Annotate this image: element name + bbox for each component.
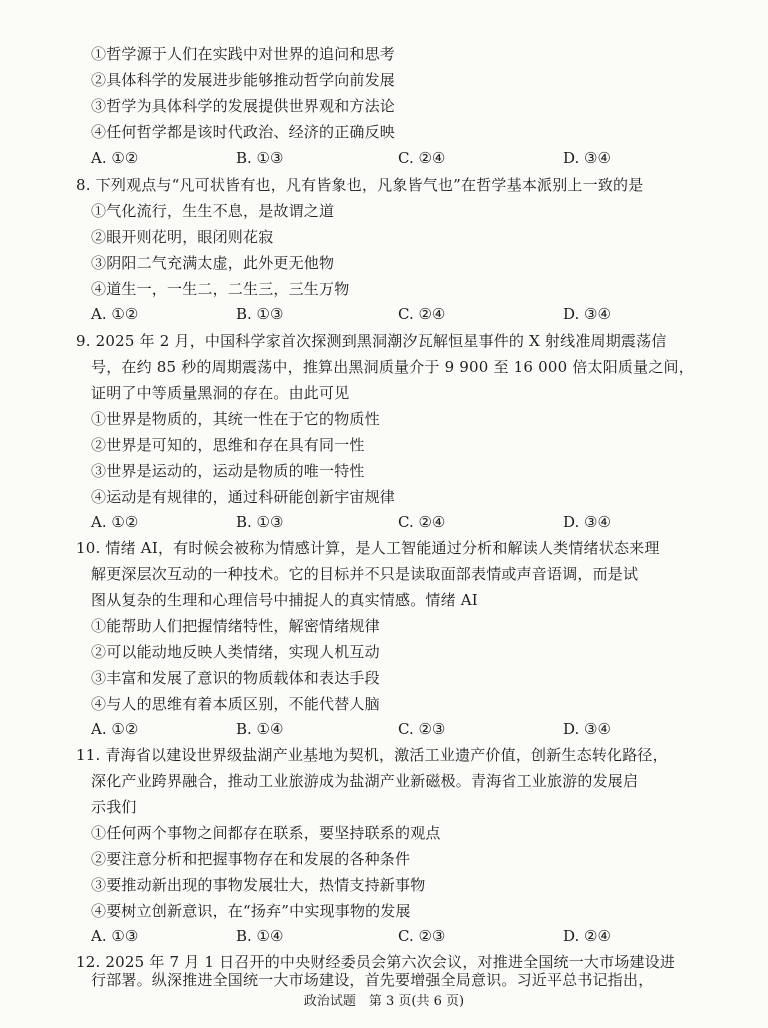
question-stem: 行部署。纵深推进全国统一大市场建设，首先要增强全局意识。习近平总书记指出， bbox=[91, 971, 654, 989]
option-statement: ②可以能动地反映人类情绪，实现人机互动 bbox=[91, 643, 380, 661]
choice-b: B. ①③ bbox=[236, 305, 284, 323]
question-stem: 号，在约 85 秒的周期震荡中，推算出黑洞质量介于 9 900 至 16 000 倍太阳质量之间， bbox=[91, 358, 694, 376]
option-statement: ③阴阳二气充满太虚，此外更无他物 bbox=[91, 254, 335, 272]
choice-d: D. ③④ bbox=[563, 720, 611, 738]
option-statement: ①能帮助人们把握情绪特性，解密情绪规律 bbox=[91, 617, 380, 635]
choice-d: D. ②④ bbox=[563, 927, 611, 945]
option-statement: ④要树立创新意识，在“扬弃”中实现事物的发展 bbox=[91, 902, 411, 920]
choice-a: A. ①③ bbox=[91, 927, 139, 945]
choice-c: C. ②④ bbox=[398, 149, 446, 167]
option-statement: ②要注意分析和把握事物存在和发展的各种条件 bbox=[91, 850, 411, 868]
option-statement: ③丰富和发展了意识的物质载体和表达手段 bbox=[91, 669, 380, 687]
option-statement: ①任何两个事物之间都存在联系，要坚持联系的观点 bbox=[91, 824, 441, 842]
choice-a: A. ①② bbox=[91, 305, 139, 323]
choice-c: C. ②③ bbox=[398, 927, 446, 945]
option-statement: ④道生一，一生二，二生三，三生万物 bbox=[91, 280, 350, 298]
option-statement: ④任何哲学都是该时代政治、经济的正确反映 bbox=[91, 123, 396, 141]
choice-d: D. ③④ bbox=[563, 513, 611, 531]
choice-c: C. ②④ bbox=[398, 305, 446, 323]
question-stem: 11. 青海省以建设世界级盐湖产业基地为契机，激活工业遗产价值，创新生态转化路径， bbox=[76, 746, 668, 764]
choice-b: B. ①④ bbox=[236, 927, 284, 945]
question-stem: 证明了中等质量黑洞的存在。由此可见 bbox=[91, 384, 350, 402]
option-statement: ③要推动新出现的事物发展壮大，热情支持新事物 bbox=[91, 876, 426, 894]
choice-b: B. ①③ bbox=[236, 149, 284, 167]
choice-b: B. ①④ bbox=[236, 720, 284, 738]
option-statement: ③世界是运动的，运动是物质的唯一特性 bbox=[91, 462, 365, 480]
choice-d: D. ③④ bbox=[563, 305, 611, 323]
question-stem: 12. 2025 年 7 月 1 日召开的中央财经委员会第六次会议，对推进全国统一大市场建设进 bbox=[76, 953, 676, 971]
option-statement: ②世界是可知的，思维和存在具有同一性 bbox=[91, 436, 365, 454]
option-statement: ④运动是有规律的，通过科研能创新宇宙规律 bbox=[91, 488, 396, 506]
question-stem: 9. 2025 年 2 月，中国科学家首次探测到黑洞潮汐瓦解恒星事件的 X 射线准周期震荡信 bbox=[76, 332, 667, 350]
option-statement: ③哲学为具体科学的发展提供世界观和方法论 bbox=[91, 97, 396, 115]
page-footer: 政治试题 第 3 页(共 6 页) bbox=[303, 994, 465, 1009]
option-statement: ②具体科学的发展进步能够推动哲学向前发展 bbox=[91, 71, 396, 89]
choice-c: C. ②③ bbox=[398, 720, 446, 738]
choice-a: A. ①② bbox=[91, 149, 139, 167]
question-stem: 解更深层次互动的一种技术。它的目标并不只是读取面部表情或声音语调，而是试 bbox=[91, 565, 639, 583]
question-stem: 深化产业跨界融合，推动工业旅游成为盐湖产业新磁极。青海省工业旅游的发展启 bbox=[91, 772, 639, 790]
choice-a: A. ①② bbox=[91, 513, 139, 531]
option-statement: ①哲学源于人们在实践中对世界的追问和思考 bbox=[91, 45, 396, 63]
question-stem: 示我们 bbox=[91, 798, 137, 816]
choice-c: C. ②④ bbox=[398, 513, 446, 531]
option-statement: ①气化流行，生生不息，是故谓之道 bbox=[91, 202, 335, 220]
option-statement: ④与人的思维有着本质区别，不能代替人脑 bbox=[91, 695, 380, 713]
choice-b: B. ①③ bbox=[236, 513, 284, 531]
option-statement: ②眼开则花明，眼闭则花寂 bbox=[91, 228, 274, 246]
question-stem: 8. 下列观点与“凡可状皆有也，凡有皆象也，凡象皆气也”在哲学基本派别上一致的是 bbox=[76, 176, 644, 194]
choice-a: A. ①② bbox=[91, 720, 139, 738]
option-statement: ①世界是物质的，其统一性在于它的物质性 bbox=[91, 410, 380, 428]
question-stem: 图从复杂的生理和心理信号中捕捉人的真实情感。情绪 AI bbox=[91, 591, 478, 609]
choice-d: D. ③④ bbox=[563, 149, 611, 167]
question-stem: 10. 情绪 AI，有时候会被称为情感计算，是人工智能通过分析和解读人类情绪状态来理 bbox=[76, 539, 660, 557]
